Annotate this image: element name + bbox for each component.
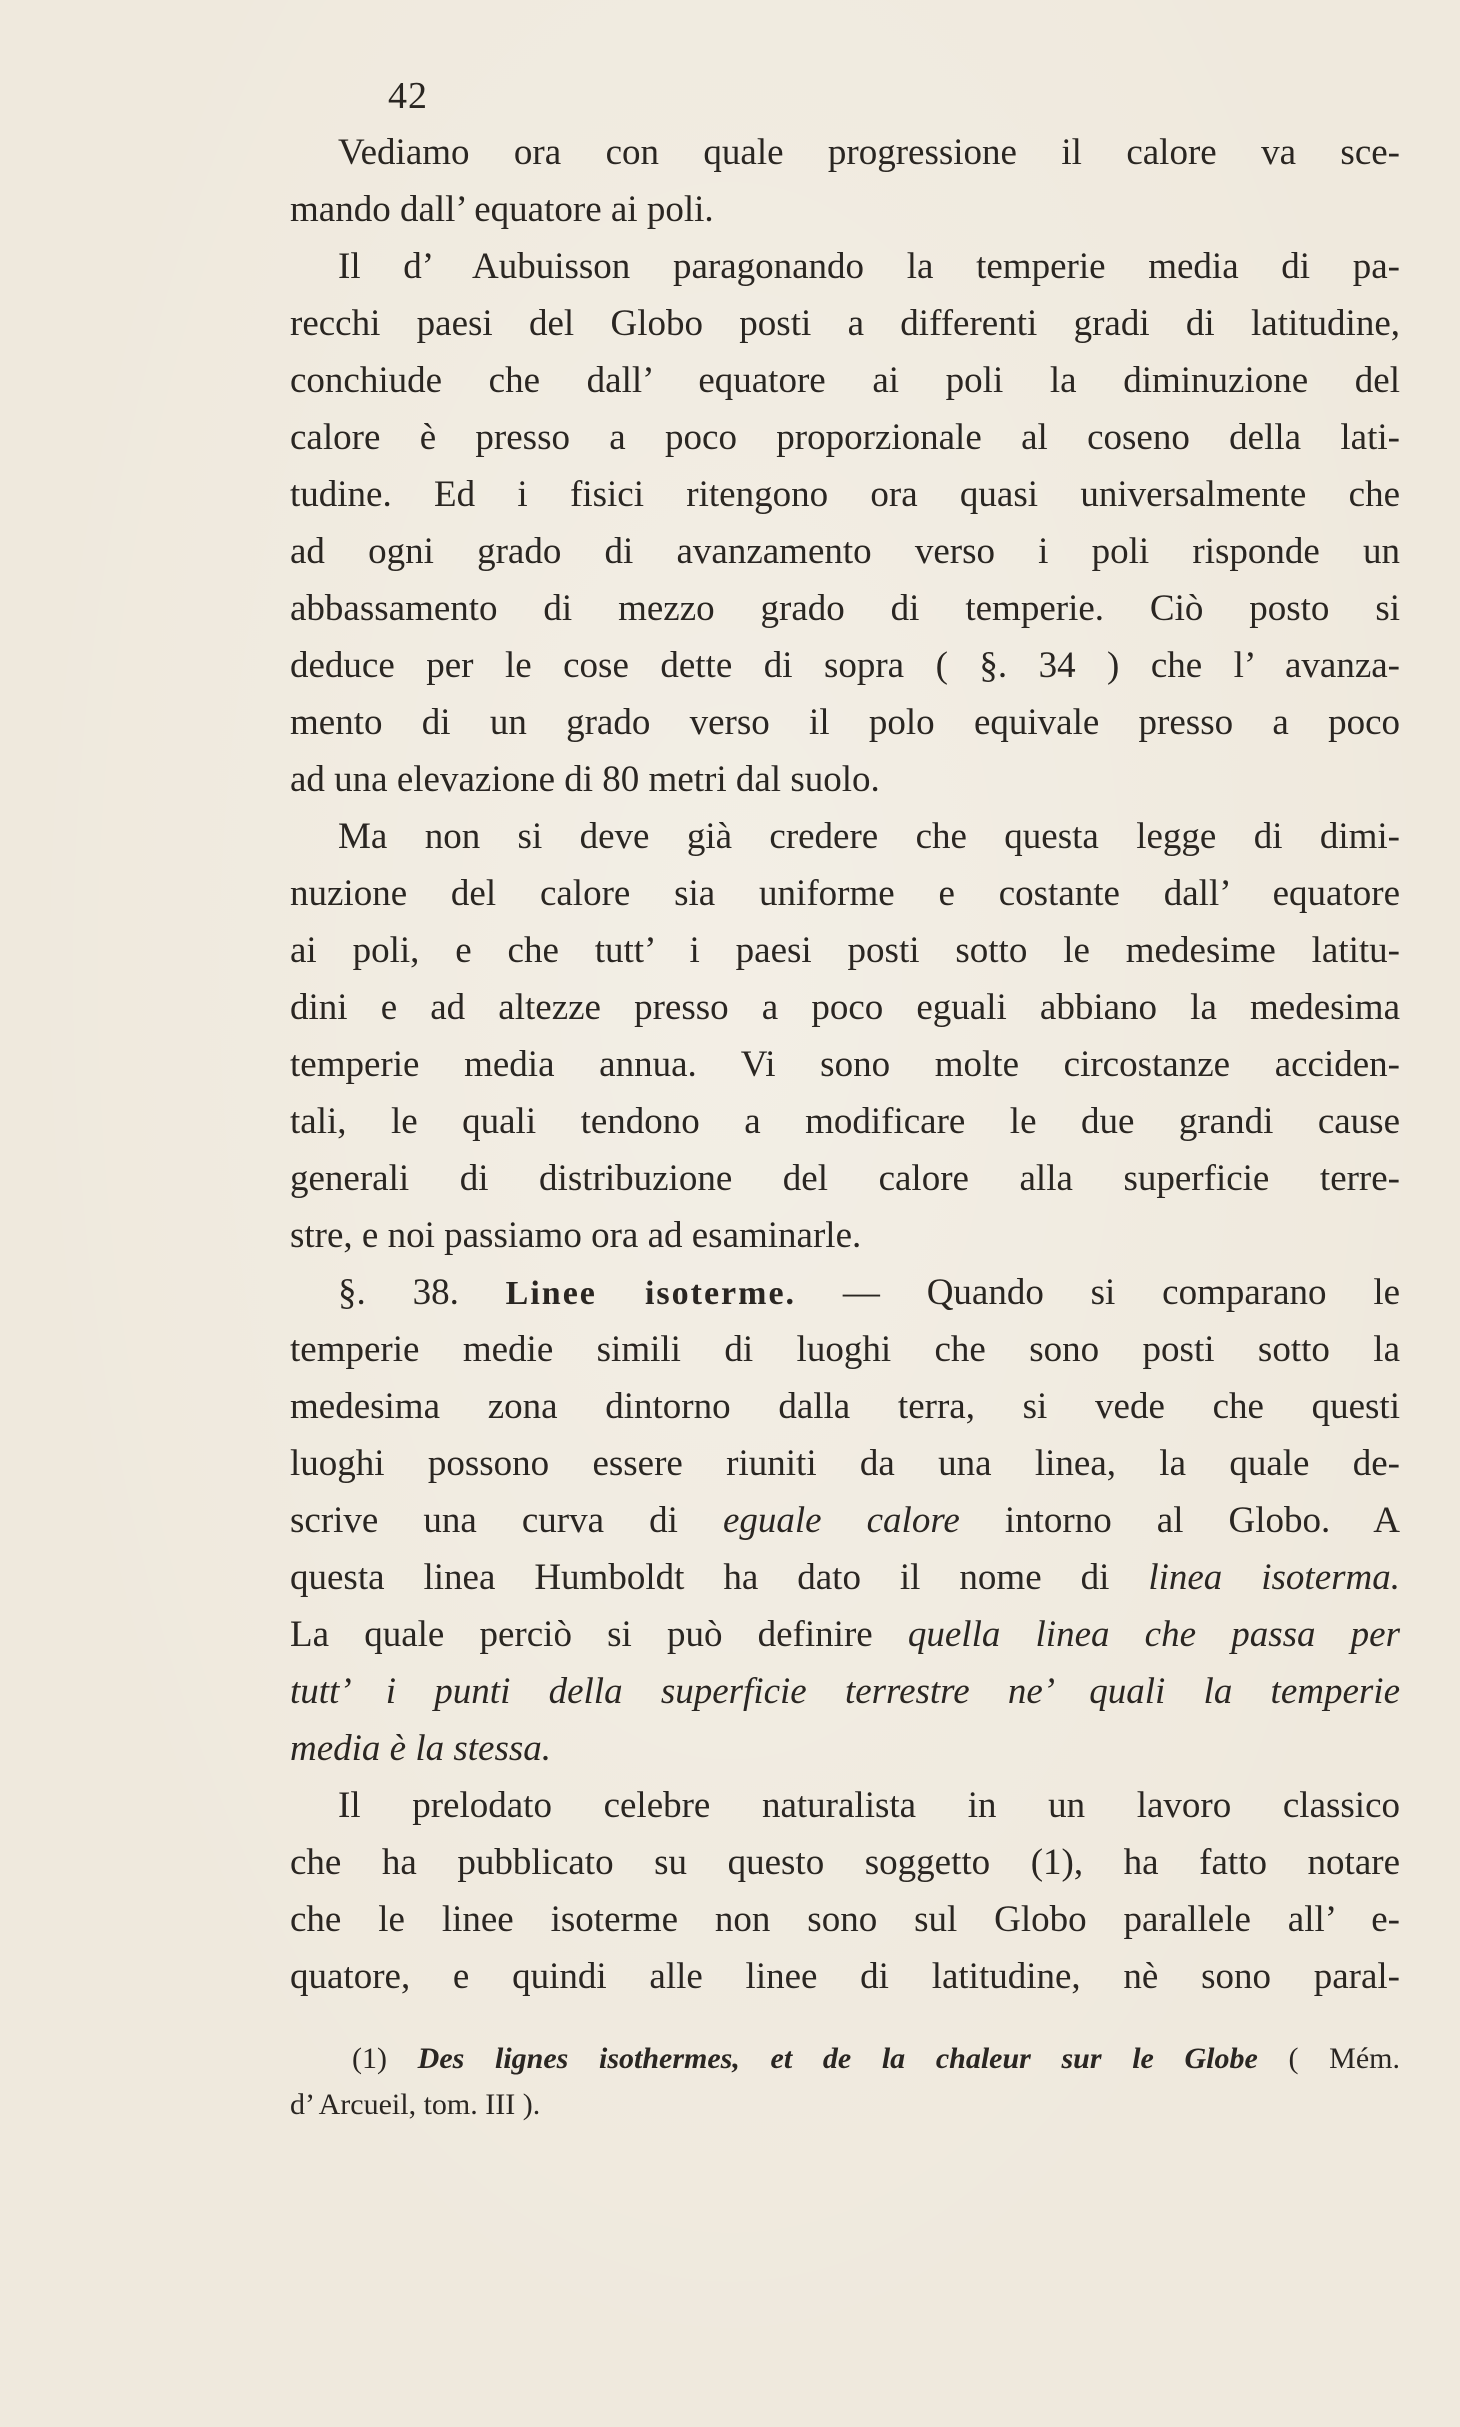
- text-line: temperie medie simili di luoghi che sono posti sotto la: [290, 1329, 1400, 1370]
- text-line: Ma non si deve già credere che questa legge di dimi-: [338, 816, 1400, 857]
- text-line: generali di distribuzione del calore alla superficie terre-: [290, 1158, 1400, 1199]
- text-line: quatore, e quindi alle linee di latitudine, nè sono paral-: [290, 1956, 1400, 1997]
- text-fragment: intorno al Globo. A: [959, 1500, 1401, 1541]
- text-fragment: Quando si comparano le: [926, 1272, 1401, 1313]
- text-line: tali, le quali tendono a modificare le due grandi cause: [290, 1101, 1400, 1142]
- text-line: Il prelodato celebre naturalista in un lavoro classico: [338, 1785, 1400, 1826]
- footnote-marker: (1): [352, 2042, 387, 2075]
- footnote-title: Des lignes isothermes, et de la chaleur sur le Globe: [417, 2042, 1258, 2075]
- page-number: 42: [388, 75, 428, 117]
- italic-definition: quella linea che passa per: [907, 1614, 1400, 1655]
- footnote: [290, 2036, 1400, 2128]
- text-line: temperie media annua. Vi sono molte circostanze acciden-: [290, 1044, 1400, 1085]
- text-line: Il d’ Aubuisson paragonando la temperie media di pa-: [338, 246, 1400, 287]
- text-line: calore è presso a poco proporzionale al coseno della lati-: [290, 417, 1400, 458]
- text-line: ad una elevazione di 80 metri dal suolo.: [290, 759, 880, 800]
- italic-term: linea isoterma.: [1148, 1557, 1401, 1598]
- footnote-ref: ( Mém.: [1288, 2042, 1401, 2075]
- text-fragment: La quale perciò si può definire: [290, 1614, 908, 1655]
- section-heading-line: [290, 1264, 1400, 1321]
- italic-definition: tutt’ i punti della superficie terrestre ne’ quali la temperie: [290, 1671, 1400, 1712]
- text-line: che ha pubblicato su questo soggetto (1), ha fatto notare: [290, 1842, 1400, 1883]
- body-text: [290, 124, 1400, 2005]
- text-line: deduce per le cose dette di sopra ( §. 34 ) che l’ avanza-: [290, 645, 1400, 686]
- italic-term: eguale calore: [722, 1500, 960, 1541]
- text-line: stre, e noi passiamo ora ad esaminarle.: [290, 1215, 862, 1256]
- text-line: conchiude che dall’ equatore ai poli la diminuzione del: [290, 360, 1400, 401]
- text-fragment: questa linea Humboldt ha dato il nome di: [290, 1557, 1149, 1598]
- text-line: mando dall’ equatore ai poli.: [290, 189, 714, 230]
- section-title: Linee isoterme.: [505, 1275, 797, 1312]
- text-line: nuzione del calore sia uniforme e costante dall’ equatore: [290, 873, 1400, 914]
- text-line: ad ogni grado di avanzamento verso i poli risponde un: [290, 531, 1400, 572]
- text-line: dini e ad altezze presso a poco eguali abbiano la medesima: [290, 987, 1400, 1028]
- text-line: [290, 1606, 1400, 1663]
- footnote-line: d’ Arcueil, tom. III ).: [290, 2088, 541, 2121]
- section-number: §. 38.: [338, 1272, 459, 1313]
- text-line: mento di un grado verso il polo equivale presso a poco: [290, 702, 1400, 743]
- text-line: [290, 1492, 1400, 1549]
- text-line: Vediamo ora con quale progressione il calore va sce-: [338, 132, 1400, 173]
- text-line: medesima zona dintorno dalla terra, si vede che questi: [290, 1386, 1400, 1427]
- footnote-line: [290, 2036, 1400, 2082]
- italic-definition: media è la stessa.: [290, 1728, 552, 1769]
- text-line: luoghi possono essere riuniti da una linea, la quale de-: [290, 1443, 1400, 1484]
- text-line: abbassamento di mezzo grado di temperie. Ciò posto si: [290, 588, 1400, 629]
- section-dash: —: [842, 1272, 880, 1313]
- text-line: ai poli, e che tutt’ i paesi posti sotto le medesime latitu-: [290, 930, 1400, 971]
- text-line: tudine. Ed i fisici ritengono ora quasi universalmente che: [290, 474, 1400, 515]
- text-line: recchi paesi del Globo posti a differenti gradi di latitudine,: [290, 303, 1400, 344]
- text-line: che le linee isoterme non sono sul Globo parallele all’ e-: [290, 1899, 1400, 1940]
- text-fragment: scrive una curva di: [290, 1500, 723, 1541]
- text-line: [290, 1549, 1400, 1606]
